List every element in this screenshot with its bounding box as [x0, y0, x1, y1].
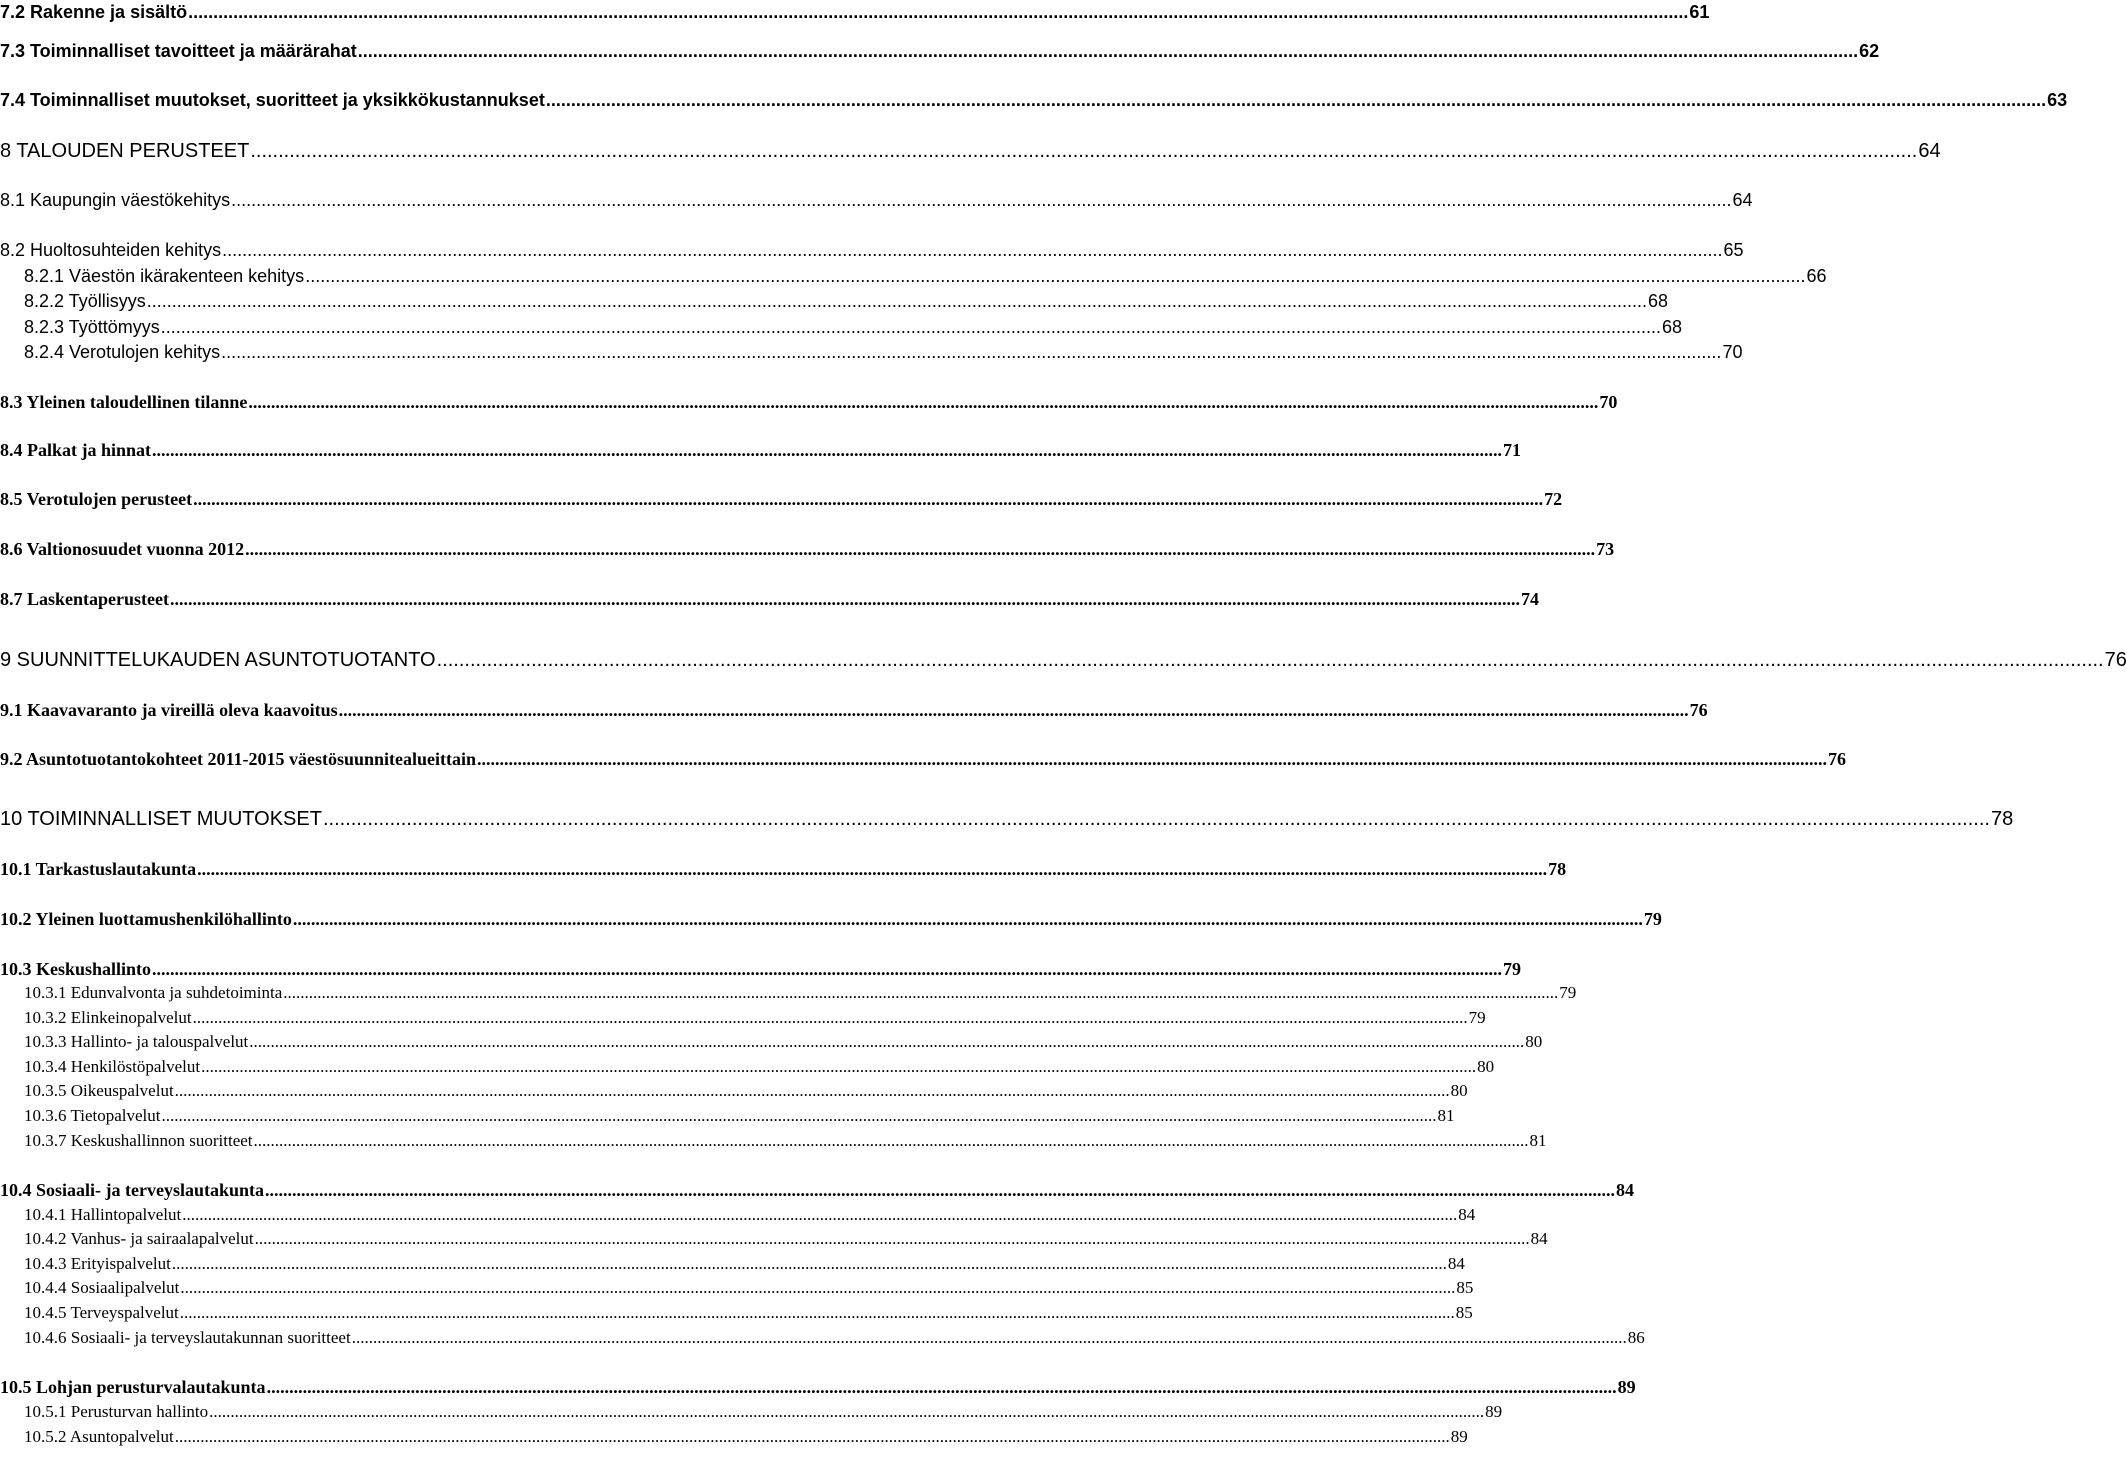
toc-entry-title: 10.3.4 Henkilöstöpalvelut	[24, 1057, 201, 1076]
toc-leader-dots: ............................................................................................................................................................................................................................................................................................................	[152, 959, 1503, 979]
toc-entry-page: 84	[1458, 1205, 1476, 1224]
toc-entry-page: 89	[1617, 1377, 1636, 1397]
toc-entry[interactable]	[24, 983, 1577, 1003]
toc-entry[interactable]	[24, 1205, 1476, 1225]
toc-leader-dots: ............................................................................................................................................................................................................................................................................................................	[254, 1229, 1530, 1248]
toc-leader-dots: ............................................................................................................................................................................................................................................................................................................	[283, 983, 1559, 1002]
toc-entry-title: 10.1 Tarkastuslautakunta	[0, 859, 197, 879]
toc-entry-title: 10.4 Sosiaali- ja terveyslautakunta	[0, 1180, 265, 1200]
toc-leader-dots: ............................................................................................................................................................................................................................................................................................................	[292, 909, 1643, 929]
toc-leader-dots: ............................................................................................................................................................................................................................................................................................................	[250, 140, 1918, 162]
toc-entry-page: 84	[1530, 1229, 1548, 1248]
toc-leader-dots: ............................................................................................................................................................................................................................................................................................................	[322, 808, 1990, 830]
toc-leader-dots: ............................................................................................................................................................................................................................................................................................................	[253, 1131, 1529, 1150]
toc-entry[interactable]	[0, 190, 1753, 211]
toc-entry-page: 85	[1455, 1303, 1473, 1322]
toc-entry-page: 79	[1559, 983, 1577, 1002]
toc-entry-page: 66	[1806, 266, 1827, 286]
toc-entry-title: 10.4.4 Sosiaalipalvelut	[24, 1278, 180, 1297]
toc-leader-dots: ............................................................................................................................................................................................................................................................................................................	[152, 440, 1503, 460]
toc-leader-dots: ............................................................................................................................................................................................................................................................................................................	[201, 1057, 1477, 1076]
toc-entry-page: 64	[1918, 140, 1941, 162]
toc-entry-page: 81	[1529, 1131, 1547, 1150]
toc-leader-dots: ............................................................................................................................................................................................................................................................................................................	[249, 1032, 1525, 1051]
toc-entry-page: 89	[1485, 1402, 1503, 1421]
toc-entry[interactable]	[24, 1278, 1474, 1298]
toc-entry-page: 84	[1447, 1254, 1465, 1273]
toc-entry-title: 10.3.7 Keskushallinnon suoritteet	[24, 1131, 253, 1150]
toc-entry-title: 8.2.4 Verotulojen kehitys	[24, 342, 221, 362]
toc-entry-title: 9.1 Kaavavaranto ja vireillä oleva kaavoitus	[0, 700, 338, 720]
toc-leader-dots: ............................................................................................................................................................................................................................................................................................................	[161, 1106, 1437, 1125]
toc-entry[interactable]	[24, 1008, 1486, 1028]
toc-entry-page: 64	[1732, 190, 1753, 210]
toc-entry-page: 80	[1525, 1032, 1543, 1051]
toc-entry-page: 79	[1468, 1008, 1486, 1027]
toc-leader-dots: ............................................................................................................................................................................................................................................................................................................	[174, 1427, 1450, 1446]
toc-entry[interactable]	[0, 140, 1941, 163]
toc-entry-title: 8.1 Kaupungin väestökehitys	[0, 190, 231, 210]
toc-entry[interactable]	[0, 240, 1744, 261]
toc-entry-page: 70	[1599, 392, 1618, 412]
toc-entry-title: 8.2 Huoltosuhteiden kehitys	[0, 240, 222, 260]
toc-entry-title: 9.2 Asuntotuotantokohteet 2011-2015 väestösuunnitealueittain	[0, 749, 477, 769]
toc-entry[interactable]	[0, 700, 1708, 721]
toc-entry[interactable]	[24, 291, 1669, 312]
toc-entry-page: 65	[1723, 240, 1744, 260]
toc-entry[interactable]	[0, 90, 2068, 111]
toc-entry-page: 80	[1450, 1081, 1468, 1100]
toc-leader-dots: ............................................................................................................................................................................................................................................................................................................	[266, 1377, 1617, 1397]
toc-entry-page: 63	[2047, 90, 2068, 110]
toc-leader-dots: ............................................................................................................................................................................................................................................................................................................	[171, 1254, 1447, 1273]
toc-entry-page: 61	[1689, 2, 1710, 22]
toc-entry-page: 81	[1437, 1106, 1455, 1125]
toc-entry-title: 10.4.5 Terveyspalvelut	[24, 1303, 179, 1322]
toc-entry[interactable]	[0, 2, 1710, 23]
toc-entry[interactable]	[0, 1377, 1636, 1398]
toc-leader-dots: ............................................................................................................................................................................................................................................................................................................	[170, 589, 1520, 609]
toc-entry[interactable]	[0, 489, 1563, 510]
toc-entry-title: 9 SUUNNITTELUKAUDEN ASUNTOTUOTANTO	[0, 649, 436, 671]
toc-entry-title: 10.4.2 Vanhus- ja sairaalapalvelut	[24, 1229, 254, 1248]
toc-entry-title: 10.5 Lohjan perusturvalautakunta	[0, 1377, 266, 1397]
toc-entry[interactable]	[0, 539, 1615, 560]
toc-entry[interactable]	[0, 392, 1618, 413]
toc-leader-dots: ............................................................................................................................................................................................................................................................................................................	[245, 539, 1596, 559]
toc-entry-title: 8.5 Verotulojen perusteet	[0, 489, 193, 509]
toc-leader-dots: ............................................................................................................................................................................................................................................................................................................	[209, 1402, 1485, 1421]
toc-entry-page: 84	[1616, 1180, 1635, 1200]
toc-entry[interactable]	[0, 41, 1880, 62]
toc-entry-page: 86	[1627, 1328, 1645, 1347]
toc-leader-dots: ............................................................................................................................................................................................................................................................................................................	[351, 1328, 1627, 1347]
toc-entry[interactable]	[24, 317, 1683, 338]
toc-entry-title: 10.2 Yleinen luottamushenkilöhallinto	[0, 909, 292, 929]
toc-entry-title: 10.4.3 Erityispalvelut	[24, 1254, 171, 1273]
toc-leader-dots: ............................................................................................................................................................................................................................................................................................................	[188, 2, 1689, 22]
toc-leader-dots: ............................................................................................................................................................................................................................................................................................................	[338, 700, 1689, 720]
toc-entry-page: 79	[1643, 909, 1662, 929]
toc-entry-title: 10.5.2 Asuntopalvelut	[24, 1427, 174, 1446]
toc-leader-dots: ............................................................................................................................................................................................................................................................................................................	[222, 240, 1723, 260]
toc-entry-page: 71	[1503, 440, 1522, 460]
toc-entry[interactable]	[24, 1106, 1455, 1126]
toc-entry[interactable]	[24, 1131, 1547, 1151]
toc-entry[interactable]	[0, 589, 1539, 610]
toc-entry-title: 10.3.1 Edunvalvonta ja suhdetoiminta	[24, 983, 283, 1002]
toc-entry-title: 7.4 Toiminnalliset muutokset, suoritteet ja yksikkökustannukset	[0, 90, 545, 110]
toc-entry-page: 79	[1503, 959, 1522, 979]
toc-entry[interactable]	[24, 1229, 1548, 1249]
toc-leader-dots: ............................................................................................................................................................................................................................................................................................................	[174, 1081, 1450, 1100]
toc-entry-title: 8.6 Valtionosuudet vuonna 2012	[0, 539, 245, 559]
toc-entry-title: 8.2.1 Väestön ikärakenteen kehitys	[24, 266, 305, 286]
toc-leader-dots: ............................................................................................................................................................................................................................................................................................................	[192, 1008, 1468, 1027]
toc-entry-page: 68	[1648, 291, 1669, 311]
toc-entry-page: 76	[2104, 649, 2127, 671]
toc-entry-page: 72	[1544, 489, 1563, 509]
toc-entry-page: 78	[1990, 808, 2014, 830]
toc-entry-title: 10.5.1 Perusturvan hallinto	[24, 1402, 209, 1421]
toc-entry-page: 62	[1859, 41, 1880, 61]
toc-entry[interactable]	[24, 1328, 1645, 1348]
toc-entry[interactable]	[0, 808, 2014, 831]
toc-entry[interactable]	[24, 342, 1743, 363]
toc-entry-page: 70	[1722, 342, 1743, 362]
toc-leader-dots: ............................................................................................................................................................................................................................................................................................................	[193, 489, 1544, 509]
toc-entry-title: 10.3.6 Tietopalvelut	[24, 1106, 161, 1125]
toc-entry-page: 76	[1689, 700, 1708, 720]
toc-leader-dots: ............................................................................................................................................................................................................................................................................................................	[180, 1278, 1456, 1297]
toc-leader-dots: ............................................................................................................................................................................................................................................................................................................	[221, 342, 1722, 362]
toc-entry-title: 10.3.5 Oikeuspalvelut	[24, 1081, 174, 1100]
toc-entry-title: 8.4 Palkat ja hinnat	[0, 440, 152, 460]
toc-entry[interactable]	[0, 909, 1662, 930]
toc-entry[interactable]	[24, 1254, 1465, 1274]
toc-entry[interactable]	[0, 959, 1522, 980]
toc-entry[interactable]	[24, 266, 1827, 287]
toc-entry-title: 8.3 Yleinen taloudellinen tilanne	[0, 392, 248, 412]
toc-entry[interactable]	[24, 1402, 1503, 1422]
toc-leader-dots: ............................................................................................................................................................................................................................................................................................................	[477, 749, 1828, 769]
toc-entry-title: 8 TALOUDEN PERUSTEET	[0, 140, 250, 162]
toc-entry-page: 89	[1450, 1427, 1468, 1446]
toc-entry[interactable]	[0, 749, 1847, 770]
toc-entry[interactable]	[24, 1032, 1543, 1052]
toc-leader-dots: ............................................................................................................................................................................................................................................................................................................	[248, 392, 1599, 412]
toc-entry-page: 68	[1662, 317, 1683, 337]
toc-entry[interactable]	[0, 1180, 1635, 1201]
toc-leader-dots: ............................................................................................................................................................................................................................................................................................................	[545, 90, 2047, 110]
toc-entry-page: 76	[1828, 749, 1847, 769]
toc-entry-page: 85	[1456, 1278, 1474, 1297]
toc-leader-dots: ............................................................................................................................................................................................................................................................................................................	[265, 1180, 1616, 1200]
toc-leader-dots: ............................................................................................................................................................................................................................................................................................................	[197, 859, 1548, 879]
toc-entry-title: 8.7 Laskentaperusteet	[0, 589, 169, 609]
toc-entry[interactable]	[0, 859, 1567, 880]
toc-entry-title: 10.3 Keskushallinto	[0, 959, 152, 979]
toc-entry-page: 80	[1477, 1057, 1495, 1076]
toc-leader-dots: ............................................................................................................................................................................................................................................................................................................	[357, 41, 1859, 61]
toc-entry-title: 10 TOIMINNALLISET MUUTOKSET	[0, 808, 322, 830]
toc-entry-page: 78	[1548, 859, 1567, 879]
toc-entry[interactable]	[24, 1427, 1468, 1447]
toc-entry-page: 74	[1521, 589, 1539, 609]
toc-entry[interactable]	[24, 1303, 1473, 1323]
toc-leader-dots: ............................................................................................................................................................................................................................................................................................................	[146, 291, 1648, 311]
toc-entry-title: 10.3.2 Elinkeinopalvelut	[24, 1008, 192, 1027]
toc-entry-page: 73	[1596, 539, 1615, 559]
toc-entry[interactable]	[0, 440, 1522, 461]
toc-leader-dots: ............................................................................................................................................................................................................................................................................................................	[436, 649, 2104, 671]
toc-entry-title: 8.2.2 Työllisyys	[24, 291, 146, 311]
toc-entry-title: 7.3 Toiminnalliset tavoitteet ja määrärahat	[0, 41, 357, 61]
toc-entry-title: 10.4.6 Sosiaali- ja terveyslautakunnan suoritteet	[24, 1328, 351, 1347]
toc-leader-dots: ............................................................................................................................................................................................................................................................................................................	[231, 190, 1732, 210]
toc-leader-dots: ............................................................................................................................................................................................................................................................................................................	[182, 1205, 1458, 1224]
toc-entry-title: 10.4.1 Hallintopalvelut	[24, 1205, 182, 1224]
toc-entry-title: 8.2.3 Työttömyys	[24, 317, 160, 337]
toc-entry[interactable]	[24, 1057, 1495, 1077]
toc-leader-dots: ............................................................................................................................................................................................................................................................................................................	[305, 266, 1806, 286]
toc-leader-dots: ............................................................................................................................................................................................................................................................................................................	[160, 317, 1662, 337]
toc-entry[interactable]	[24, 1081, 1468, 1101]
toc-entry-title: 10.3.3 Hallinto- ja talouspalvelut	[24, 1032, 249, 1051]
toc-entry-title: 7.2 Rakenne ja sisältö	[0, 2, 188, 22]
toc-leader-dots: ............................................................................................................................................................................................................................................................................................................	[179, 1303, 1455, 1322]
toc-entry[interactable]	[0, 649, 2127, 672]
